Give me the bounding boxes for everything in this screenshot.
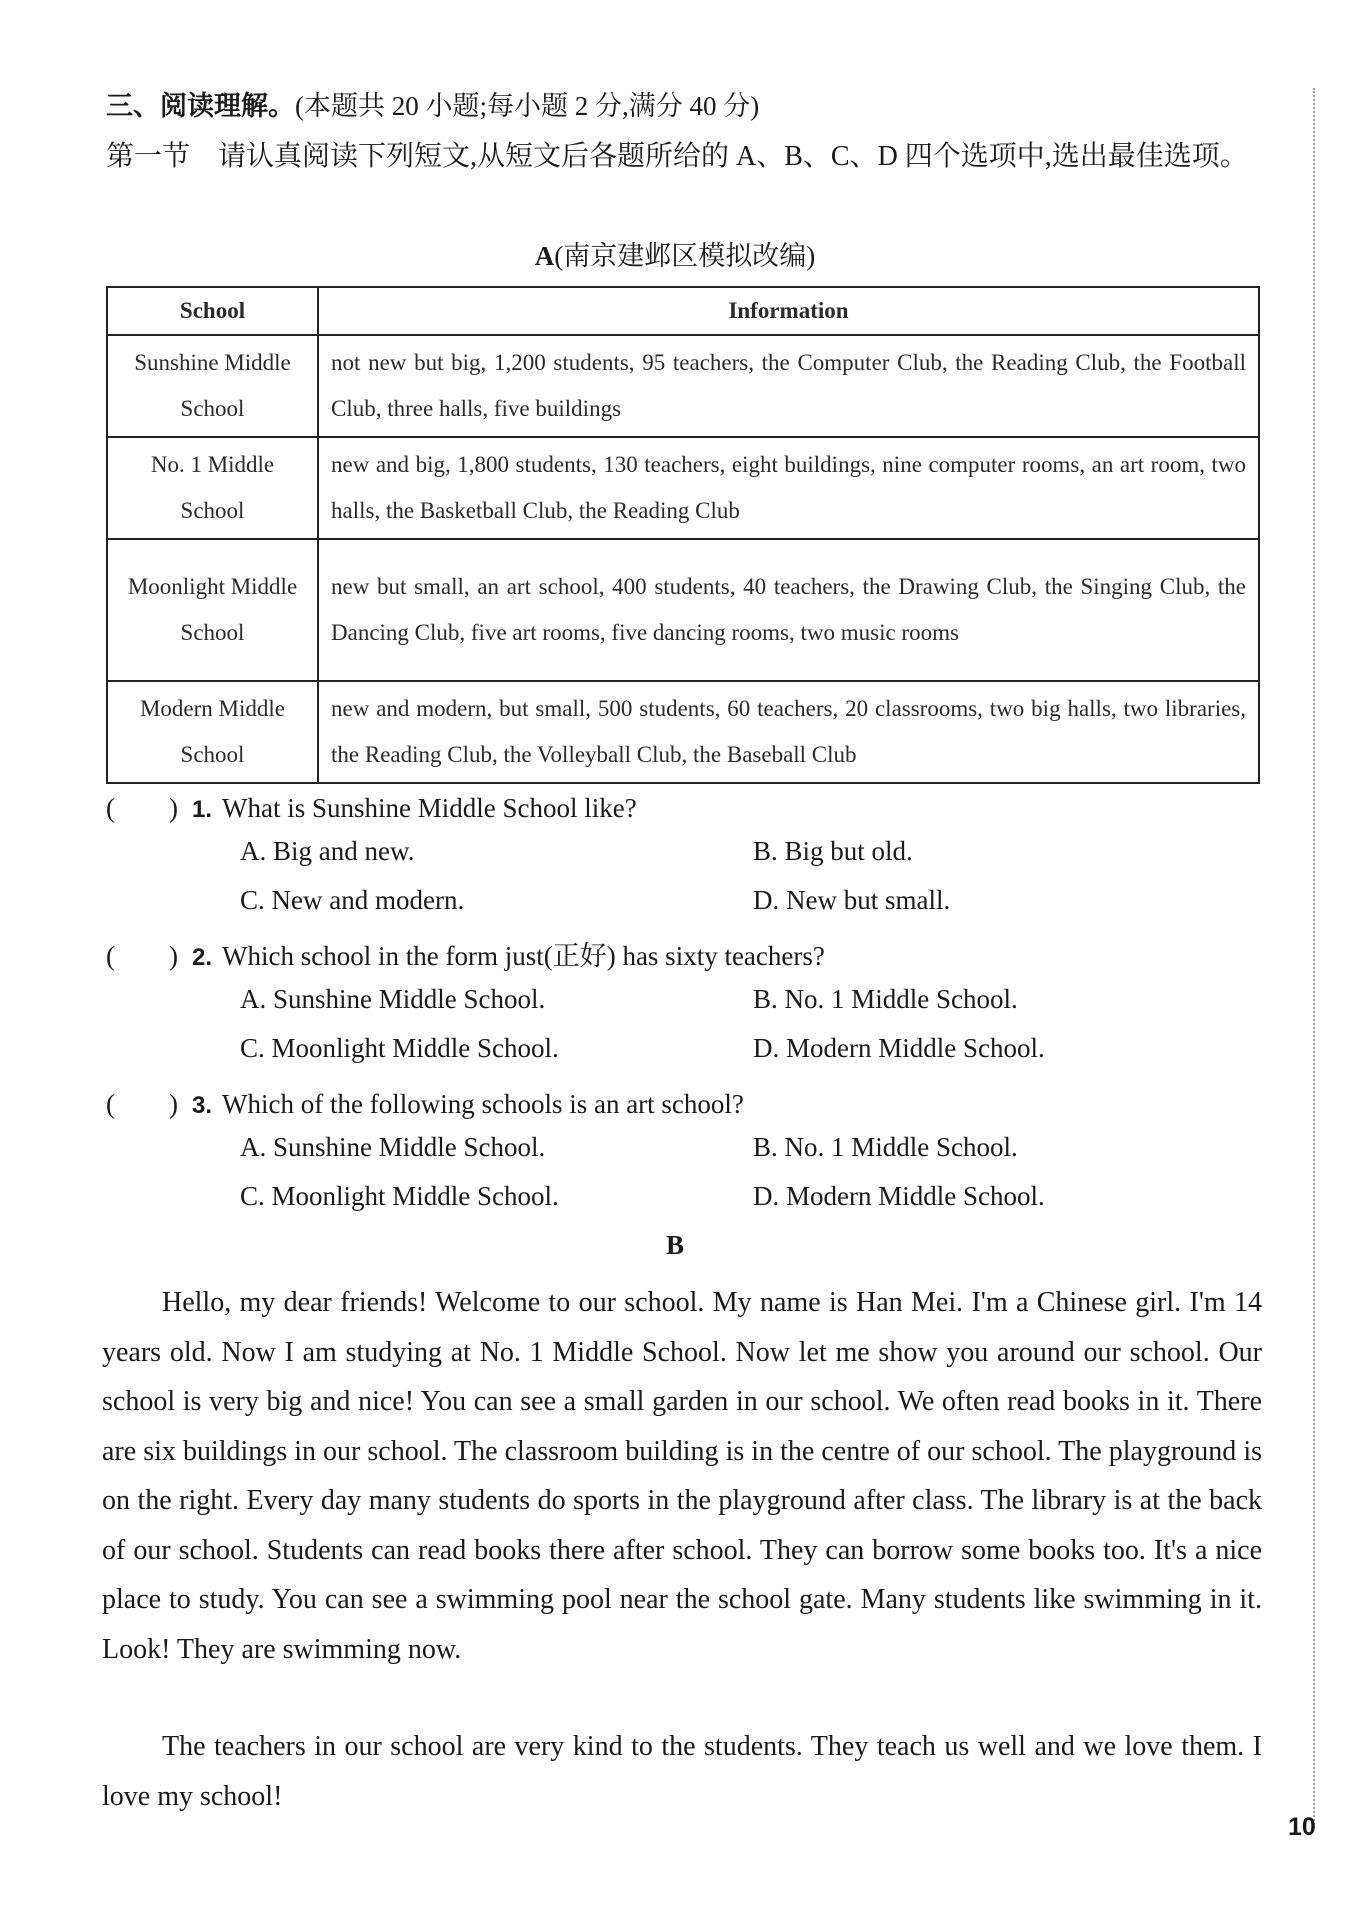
answer-blank[interactable]: ( ): [106, 941, 178, 971]
q3-option-d[interactable]: D. Modern Middle School.: [753, 1181, 1045, 1211]
q1-option-a[interactable]: A. Big and new.: [240, 836, 415, 866]
passage-a-title: [0, 234, 1350, 273]
part-label: 第一节: [106, 141, 191, 172]
question-2: [106, 934, 1286, 973]
school-name-line: Moonlight Middle: [127, 574, 298, 599]
table-header-school: School: [107, 287, 318, 335]
page-number: 10: [1288, 1813, 1316, 1841]
section-heading-bold: 三、阅读理解。: [106, 91, 295, 121]
q1-option-d[interactable]: D. New but small.: [753, 885, 951, 915]
table-row: [107, 335, 1259, 437]
q1-option-b[interactable]: B. Big but old.: [753, 836, 913, 866]
q1-option-c[interactable]: C. New and modern.: [240, 885, 465, 915]
school-name-cell: [107, 335, 318, 437]
passage-b-paragraph-1: Hello, my dear friends! Welcome to our school. My name is Han Mei. I'm a Chinese girl. I'm 14 years old. Now I am studying at No. 1 Middle School. Now let me show you around our school. Our school is very big and nice! You can see a small garden in our school. We often read books in it. There are six buildings in our school. The classroom building is in the centre of our school. The playground is on the right. Every day many students do sports in the playground after class. The library is at the back of our school. Students can read books there after school. They can borrow some books too. It's a nice place to study. You can see a swimming pool near the school gate. Many students like swimming in it. Look! They are swimming now.: [102, 1287, 1262, 1665]
passage-b-letter: B: [665, 1230, 684, 1260]
q3-option-b[interactable]: B. No. 1 Middle School.: [753, 1132, 1018, 1162]
passage-b-paragraph-2: The teachers in our school are very kind to the students. They teach us well and we love them. I love my school!: [102, 1731, 1262, 1812]
school-name-line: Modern Middle: [139, 696, 285, 721]
question-number: 2.: [192, 944, 213, 971]
question-1: [106, 786, 1286, 825]
school-name-line: Sunshine Middle: [134, 350, 291, 375]
school-name-cell: [107, 681, 318, 783]
passage-b-title: [0, 1230, 1350, 1261]
answer-blank[interactable]: ( ): [106, 1089, 178, 1119]
school-name-cell: [107, 539, 318, 681]
q2-option-c[interactable]: C. Moonlight Middle School.: [240, 1033, 559, 1063]
section-instruction: [106, 132, 1266, 182]
school-name-line: School: [180, 620, 245, 645]
q2-option-b[interactable]: B. No. 1 Middle School.: [753, 984, 1018, 1014]
school-info-cell: new but small, an art school, 400 students, 40 teachers, the Drawing Club, the Singing Club, the Dancing Club, five art rooms, five dancing rooms, two music rooms: [318, 539, 1259, 681]
school-name-cell: [107, 437, 318, 539]
question-number: 3.: [192, 1092, 213, 1119]
passage-a-source: (南京建邺区模拟改编): [554, 241, 816, 271]
school-name-line: School: [180, 742, 245, 767]
question-text: Which of the following schools is an art school?: [222, 1089, 744, 1119]
school-info-table: [106, 286, 1260, 784]
table-header-information: Information: [318, 287, 1259, 335]
table-row: [107, 681, 1259, 783]
margin-dotted-line: [1313, 88, 1315, 1828]
question-text: What is Sunshine Middle School like?: [222, 793, 637, 823]
q3-option-a[interactable]: A. Sunshine Middle School.: [240, 1132, 546, 1162]
school-name-line: No. 1 Middle: [150, 452, 275, 477]
section-heading-rest: (本题共 20 小题;每小题 2 分,满分 40 分): [295, 91, 760, 121]
instruction-text: 请认真阅读下列短文,从短文后各题所给的 A、B、C、D 四个选项中,选出最佳选项。: [218, 141, 1248, 172]
question-number: 1.: [192, 796, 213, 823]
table-header-row: [107, 287, 1259, 335]
school-name-line: School: [180, 498, 245, 523]
school-info-cell: not new but big, 1,200 students, 95 teachers, the Computer Club, the Reading Club, the Football Club, three halls, five buildings: [318, 335, 1259, 437]
school-name-line: School: [180, 396, 245, 421]
question-3: [106, 1082, 1286, 1121]
table-row: [107, 437, 1259, 539]
passage-a-letter: A: [534, 241, 555, 271]
q3-option-c[interactable]: C. Moonlight Middle School.: [240, 1181, 559, 1211]
section-heading: [106, 84, 759, 123]
q2-option-d[interactable]: D. Modern Middle School.: [753, 1033, 1045, 1063]
q2-option-a[interactable]: A. Sunshine Middle School.: [240, 984, 546, 1014]
table-row: [107, 539, 1259, 681]
question-text: Which school in the form just(正好) has sixty teachers?: [222, 941, 825, 971]
answer-blank[interactable]: ( ): [106, 793, 178, 823]
school-info-cell: new and big, 1,800 students, 130 teachers, eight buildings, nine computer rooms, an art room, two halls, the Basketball Club, the Reading Club: [318, 437, 1259, 539]
school-info-cell: new and modern, but small, 500 students, 60 teachers, 20 classrooms, two big halls, two libraries, the Reading Club, the Volleyball Club, the Baseball Club: [318, 681, 1259, 783]
